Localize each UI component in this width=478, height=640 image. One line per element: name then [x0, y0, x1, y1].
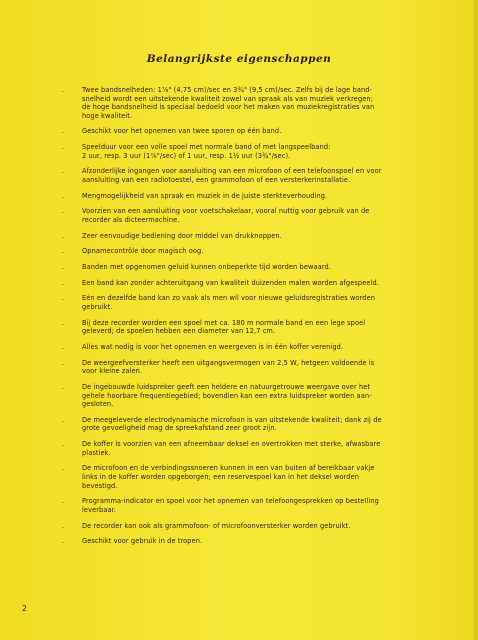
list-item-line: gebruikt. — [82, 303, 113, 312]
list-item — [62, 231, 444, 241]
list-item — [62, 343, 444, 352]
list-item — [62, 537, 444, 546]
bullet-icon: . — [62, 537, 65, 546]
list-item-line: Programma-indicator en spoel voor het opnemen van telefoongesprekken op bestelling — [82, 497, 379, 506]
list-item — [62, 318, 444, 336]
bullet-icon: . — [62, 278, 65, 287]
bullet-icon: . — [62, 440, 65, 449]
list-item — [62, 207, 444, 224]
list-item — [62, 497, 444, 514]
list-item — [62, 263, 444, 272]
bullet-icon: . — [62, 358, 65, 367]
list-item-line: Een band kan zonder achteruitgang van kwaliteit duizenden malen worden afgespeeld. — [82, 278, 379, 287]
list-item — [62, 86, 444, 120]
bullet-icon: . — [62, 415, 65, 424]
list-item-line: Twee bandsnelheden: 1⅞" (4,75 cm)/sec en 3¾" (9,5 cm)/sec. Zelfs bij de lage band- — [82, 86, 373, 94]
list-item-line: Geschikt voor het opnemen van twee sporen op één band. — [82, 127, 282, 136]
page-edge — [474, 0, 478, 640]
list-item — [62, 464, 444, 490]
list-item-line: Voorzien van een aansluiting voor voetschakelaar, vooral nuttig voor gebruik van de — [82, 207, 370, 216]
list-item-line: De microfoon en de verbindingssnoeren kunnen in een van buiten af bereikbaar vakje — [82, 464, 375, 473]
bullet-icon: . — [62, 86, 65, 94]
list-item-line: 2 uur, resp. 3 uur (1⅞"/sec) of 1 uur, resp. 1½ uur (3¾"/sec). — [82, 151, 291, 160]
bullet-icon: . — [62, 382, 65, 391]
list-item-line: Geschikt voor gebruik in de tropen. — [82, 537, 203, 546]
bullet-icon: . — [62, 294, 65, 303]
list-item-line: Banden met opgenomen geluid kunnen onbeperkte tijd worden bewaard. — [82, 263, 331, 272]
list-item-line: De koffer is voorzien van een afneembaar deksel en overtrokken met sterke, afwasbare — [82, 440, 381, 449]
list-item-line: bevestigd. — [82, 481, 118, 490]
list-item-line: links in de koffer worden opgeborgen; een reservespoel kan in het deksel worden — [82, 473, 359, 481]
bullet-icon: . — [62, 247, 65, 256]
list-item-line: De meegeleverde electrodynamische microfoon is van uitstekende kwaliteit; dank zij de — [82, 415, 382, 424]
list-item-line: aansluiting van een radiotoestel, een grammofoon of een versterkerinstallatie. — [82, 176, 351, 185]
list-item — [62, 143, 444, 160]
list-item-line: gehele hoorbare frequentiegebied; bovendien kan een extra luidspreker worden aan- — [82, 391, 372, 400]
bullet-icon: . — [62, 464, 65, 473]
page-title: Belangrijkste eigenschappen — [146, 53, 332, 65]
bullet-icon: . — [62, 497, 65, 506]
list-item-line: Speelduur voor een volle spoel met normale band of met langspeelband: — [82, 143, 331, 152]
page-number: 2 — [22, 604, 27, 613]
list-item-line: snelheid wordt een uitstekende kwaliteit zowel van spraak als van muziek verkregen; — [82, 94, 373, 103]
list-item-line: Bij deze recorder worden een spoel met ca. 180 m normale band en een lege spoel — [82, 318, 366, 327]
list-item — [62, 278, 444, 288]
list-item-line: Mengmogelijkheid van spraak en muziek in de juiste sterkteverhouding. — [82, 191, 328, 200]
list-item-line: recorder als dicteermachine. — [82, 216, 180, 224]
list-item-line: leverbaar. — [82, 505, 117, 514]
list-item-line: Alles wat nodig is voor het opnemen en weergeven is in één koffer verenigd. — [82, 343, 344, 351]
list-item — [62, 415, 444, 433]
list-item-line: Opnamecontrôle door magisch oog. — [82, 247, 204, 256]
bullet-icon: . — [62, 143, 65, 152]
list-item-line: voor kleine zalen. — [82, 367, 143, 376]
bullet-icon: . — [62, 343, 65, 351]
list-item — [62, 167, 444, 185]
list-item-line: hoge kwaliteit. — [82, 111, 133, 120]
list-item — [62, 247, 444, 256]
bullet-icon: . — [62, 521, 65, 530]
list-item-line: Afzonderlijke ingangen voor aansluiting van een microfoon of een telefoonspoel en voor — [82, 167, 382, 176]
list-item-line: Zeer eenvoudige bediening door middel van drukknoppen. — [82, 231, 282, 240]
list-item-line: gesloten. — [82, 400, 114, 409]
list-item-line: de hoge bandsnelheid is speciaal bedoeld voor het maken van muziekregistraties van — [82, 103, 375, 112]
list-item — [62, 440, 444, 457]
list-item — [62, 521, 444, 531]
bullet-icon: . — [62, 127, 65, 136]
list-item-line: De ingebouwde luidspreker geeft een heldere en natuurgetrouwe weergave over het — [82, 382, 371, 391]
feature-list — [62, 86, 444, 553]
list-item — [62, 382, 444, 409]
list-item-line: De recorder kan ook als grammofoon- of microfoonversterker worden gebruikt. — [82, 521, 351, 530]
bullet-icon: . — [62, 191, 65, 200]
bullet-icon: . — [62, 231, 65, 240]
list-item-line: grote gevoeligheid mag de spreekafstand zeer groot zijn. — [82, 424, 277, 433]
bullet-icon: . — [62, 318, 65, 327]
list-item — [62, 358, 444, 376]
bullet-icon: . — [62, 167, 65, 176]
list-item-line: De weergeefversterker heeft een uitgangsvermogen van 2,5 W, hetgeen voldoende is — [82, 358, 375, 367]
list-item-line: plastiek. — [82, 448, 111, 457]
list-item — [62, 127, 444, 136]
bullet-icon: . — [62, 207, 65, 216]
list-item — [62, 191, 444, 201]
bullet-icon: . — [62, 263, 65, 272]
list-item-line: geleverd; de spoelen hebben een diameter van 12,7 cm. — [82, 327, 276, 336]
list-item — [62, 294, 444, 312]
list-item-line: Eén en dezelfde band kan zo vaak als men wil voor nieuwe geluidsregistraties worden — [82, 294, 376, 303]
